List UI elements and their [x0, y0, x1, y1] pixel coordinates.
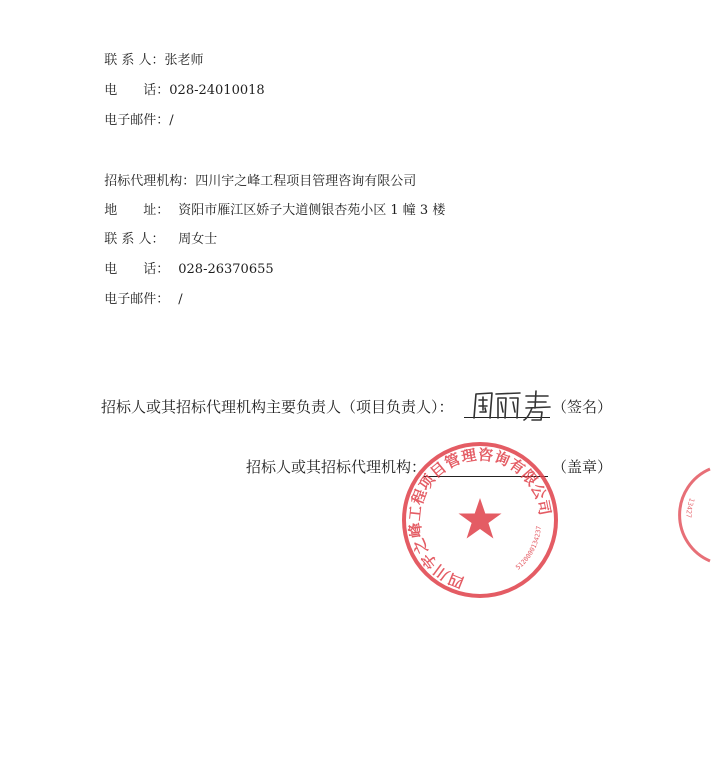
tenderer-phone-label: 电 话：	[104, 83, 170, 98]
agency-phone-value: 028-26370655	[178, 262, 274, 277]
svg-text:5120000134237	[514, 525, 543, 571]
agency-email-row	[96, 276, 183, 308]
partial-seal-stamp	[672, 465, 712, 565]
agency-email-label: 电子邮件：	[104, 292, 170, 307]
agency-phone-row	[96, 246, 274, 278]
sign-note: （签名）	[552, 398, 613, 416]
agency-address-row	[96, 187, 445, 219]
tenderer-phone-value: 028-24010018	[169, 83, 265, 98]
tenderer-contact-label: 联 系 人：	[104, 53, 165, 68]
svg-text:13427	[684, 497, 696, 518]
agency-name-row	[96, 158, 416, 190]
agency-contact-label: 联 系 人：	[104, 232, 165, 247]
tenderer-contact-row	[96, 37, 204, 69]
principal-signature-label: 招标人或其招标代理机构主要负责人（项目负责人）：	[101, 398, 454, 416]
company-seal-stamp	[400, 440, 560, 600]
stamp-ring-text: 四川宇之峰工程项目管理咨询有限公司	[405, 445, 555, 592]
agency-address-label: 地 址：	[104, 203, 170, 218]
edge-stamp-digits: 13427	[684, 496, 696, 519]
tenderer-email-row	[96, 97, 174, 129]
agency-contact-row	[96, 216, 217, 248]
agency-name-label: 招标代理机构：	[104, 174, 196, 189]
agency-name-value: 四川宇之峰工程项目管理咨询有限公司	[195, 174, 417, 189]
tenderer-email-label: 电子邮件：	[104, 113, 170, 128]
agency-phone-label: 电 话：	[104, 262, 170, 277]
tenderer-phone-row	[96, 67, 265, 99]
handwritten-signature	[470, 388, 552, 422]
stamp-star-icon	[459, 498, 502, 539]
agency-email-value: /	[178, 292, 183, 307]
org-seal-label: 招标人或其招标代理机构：	[246, 458, 427, 476]
seal-note: （盖章）	[552, 458, 613, 476]
tenderer-email-value: /	[169, 113, 174, 128]
stamp-serial: 5120000134237	[514, 525, 543, 572]
tenderer-contact-value: 张老师	[164, 53, 204, 68]
agency-contact-value: 周女士	[178, 232, 218, 247]
agency-address-value: 资阳市雁江区娇子大道侧银杏苑小区 1 幢 3 楼	[178, 203, 446, 218]
